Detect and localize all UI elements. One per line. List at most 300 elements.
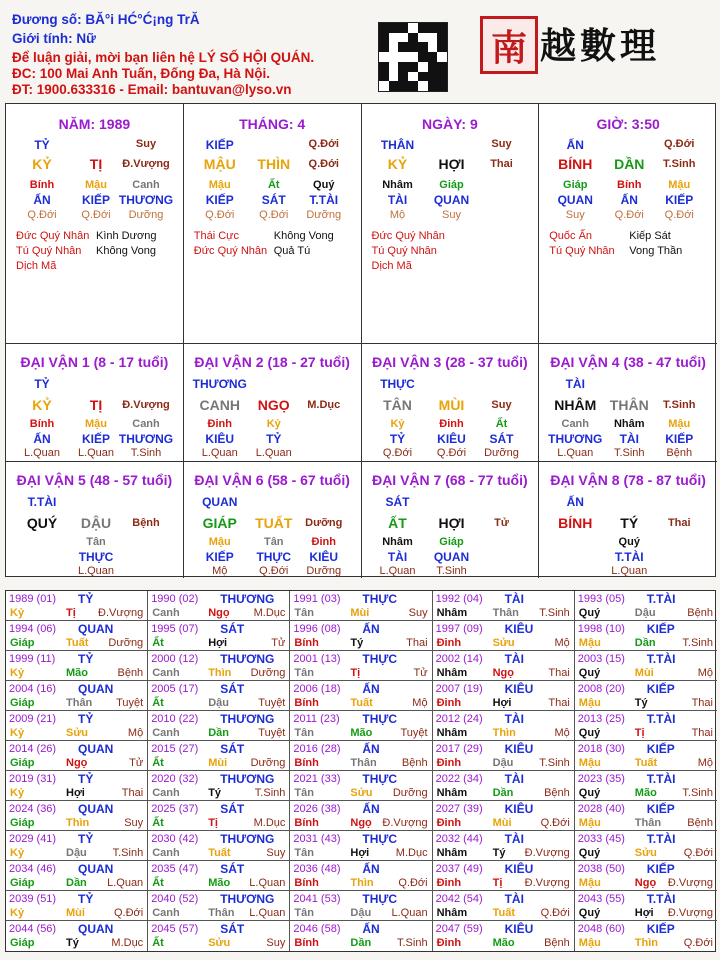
hidden-god: T.TÀI: [614, 550, 644, 564]
year-branch: Tị: [208, 817, 218, 829]
year-label: 1990 (02): [151, 593, 199, 605]
year-stage: T.Sinh: [539, 757, 570, 769]
year-cell: [433, 591, 575, 621]
dai-van-stage: Đ.Vượng: [122, 399, 170, 411]
year-god: KIẾP: [646, 622, 675, 636]
year-cell: [6, 861, 148, 891]
hidden-stage: Suy: [442, 209, 461, 221]
year-branch: Mão: [634, 787, 657, 799]
year-label: 2003 (15): [577, 653, 625, 665]
year-branch: Dần: [634, 637, 656, 649]
year-stage: M.Dục: [395, 847, 428, 859]
dai-van-branch: TỊ: [89, 397, 103, 413]
year-stage: Tử: [271, 637, 286, 649]
star-left: Đức Quý Nhân: [193, 245, 268, 257]
dai-van-branch: HỢI: [438, 515, 465, 531]
year-branch: Dậu: [208, 697, 229, 709]
year-label: 2012 (24): [435, 713, 483, 725]
hidden-god: ẤN: [620, 193, 638, 207]
year-branch: Mùi: [66, 907, 85, 919]
year-stem: Giáp: [10, 637, 35, 649]
dai-van-cell: [6, 462, 184, 578]
year-god: ẤN: [362, 682, 380, 696]
year-cell: [6, 651, 148, 681]
year-branch: Ngọ: [492, 667, 514, 679]
dai-van-title: ĐẠI VẬN 2 (18 - 27 tuổi): [194, 354, 350, 370]
branch-god: Q.Đới: [664, 138, 695, 150]
year-label: 1997 (09): [435, 623, 483, 635]
year-stage: Suy: [266, 847, 286, 859]
year-stem: Nhâm: [436, 907, 468, 919]
year-label: 2019 (31): [9, 773, 57, 785]
dai-van-branch: TUẤT: [255, 515, 293, 531]
year-label: 2027 (39): [435, 803, 483, 815]
year-stage: Dưỡng: [250, 667, 286, 679]
year-god: QUAN: [78, 682, 114, 696]
year-branch: Hợi: [492, 697, 512, 709]
year-stem: Đinh: [436, 637, 462, 649]
year-stage: Thai: [406, 637, 428, 649]
hidden-stem: Giáp: [439, 179, 464, 191]
year-stem: Kỷ: [10, 907, 25, 919]
dai-van-cell: [362, 462, 540, 578]
year-stem: Tân: [294, 787, 314, 799]
hidden-stem: Mậu: [208, 179, 231, 191]
year-label: 2029 (41): [9, 833, 57, 845]
year-god: KIẾP: [646, 922, 675, 936]
year-stem: Mậu: [578, 817, 601, 829]
heavenly-stem: MẬU: [203, 156, 236, 172]
year-label: 2046 (58): [293, 923, 341, 935]
year-stage: Dưỡng: [250, 757, 286, 769]
hidden-stem: Bính: [617, 179, 642, 191]
year-cell: [6, 591, 148, 621]
year-branch: Tị: [350, 667, 361, 679]
dai-van-title: ĐẠI VẬN 1 (8 - 17 tuổi): [20, 354, 169, 370]
year-stage: Dưỡng: [392, 787, 428, 799]
year-branch: Mão: [492, 937, 515, 949]
year-cell: [290, 861, 432, 891]
year-god: TỶ: [78, 892, 94, 906]
year-label: 2005 (17): [151, 683, 199, 695]
dai-van-god: QUAN: [202, 495, 238, 509]
year-branch: Thân: [208, 907, 235, 919]
earthly-branch: THÌN: [257, 156, 291, 172]
hidden-stem: Canh: [132, 418, 160, 430]
year-stem: Giáp: [10, 697, 35, 709]
year-cell: [6, 831, 148, 861]
year-branch: Thân: [492, 607, 519, 619]
year-cell: [6, 801, 148, 831]
year-branch: Dậu: [350, 907, 372, 919]
year-stage: Q.Đới: [683, 847, 713, 859]
year-label: 2010 (22): [151, 713, 199, 725]
year-god: TỶ: [78, 652, 94, 666]
year-god: QUAN: [78, 622, 114, 636]
hidden-stage: Mộ: [212, 565, 228, 577]
hidden-god: ẤN: [33, 193, 51, 207]
hidden-god: T.TÀI: [309, 193, 339, 207]
year-stage: Suy: [266, 937, 286, 949]
year-stem: Bính: [294, 697, 319, 709]
dai-van-title: ĐẠI VẬN 5 (48 - 57 tuổi): [16, 472, 173, 488]
year-stem: Giáp: [10, 937, 35, 949]
hidden-stem: Đinh: [439, 418, 464, 430]
hidden-stem: Nhâm: [382, 179, 413, 191]
year-cell: [6, 771, 148, 801]
year-label: 1993 (05): [577, 593, 625, 605]
year-god: T.TÀI: [646, 592, 676, 606]
hidden-stage: Bệnh: [666, 447, 693, 459]
header: [0, 0, 720, 100]
year-god: THƯƠNG: [220, 772, 275, 786]
year-god: THƯƠNG: [220, 712, 275, 726]
year-cell: [575, 681, 717, 711]
hidden-stage: Dưỡng: [306, 565, 342, 577]
year-cell: [575, 921, 717, 951]
year-branch: Ngọ: [634, 877, 657, 889]
dai-van-stem: CANH: [199, 397, 240, 413]
year-stem: Kỷ: [10, 607, 25, 619]
hidden-stem: Mậu: [85, 418, 107, 430]
year-stem: Bính: [294, 637, 319, 649]
year-branch: Tý: [66, 937, 79, 949]
year-god: SÁT: [220, 622, 245, 636]
year-label: 2018 (30): [577, 743, 625, 755]
dai-van-stem: GIÁP: [202, 515, 237, 531]
year-label: 2044 (56): [9, 923, 57, 935]
hidden-stem: Ất: [267, 179, 280, 191]
year-stem: Ất: [152, 877, 164, 889]
year-label: 2031 (43): [293, 833, 341, 845]
year-branch: Mão: [66, 667, 88, 679]
year-cell: [433, 801, 575, 831]
year-stem: Kỷ: [10, 667, 25, 679]
year-label: 2016 (28): [293, 743, 341, 755]
year-cell: [148, 801, 290, 831]
year-branch: Mão: [208, 877, 231, 889]
year-cell: [433, 651, 575, 681]
hidden-stem: Bính: [29, 418, 55, 430]
year-branch: Tý: [634, 697, 648, 709]
year-cell: [148, 921, 290, 951]
year-stem: Tân: [294, 667, 314, 679]
year-cell: [575, 861, 717, 891]
year-label: 2028 (40): [577, 803, 625, 815]
year-stage: Thai: [548, 697, 570, 709]
pillar-title: NĂM: 1989: [58, 116, 131, 132]
year-label: 2014 (26): [9, 743, 57, 755]
year-god: THỰC: [362, 832, 398, 846]
year-cell: [290, 711, 432, 741]
dai-van-stem: TÂN: [383, 397, 412, 413]
year-god: TÀI: [504, 832, 524, 846]
pillar-cell: [362, 104, 540, 344]
year-label: 2009 (21): [9, 713, 57, 725]
year-stem: Nhâm: [436, 727, 468, 739]
year-stage: Suy: [408, 607, 428, 619]
hidden-god: THỰC: [256, 550, 292, 564]
year-stage: Tuyệt: [400, 727, 428, 739]
year-label: 2040 (52): [151, 893, 199, 905]
year-stem: Quý: [578, 847, 601, 859]
year-label: 2007 (19): [435, 683, 483, 695]
dai-van-cell: [539, 344, 717, 462]
year-branch: Mùi: [492, 817, 512, 829]
year-label: 1991 (03): [293, 593, 341, 605]
hidden-stage: Dưỡng: [306, 209, 342, 221]
year-stage: Đ.Vượng: [524, 847, 570, 859]
hidden-stage: T.Sinh: [130, 447, 162, 459]
year-stem: Canh: [152, 607, 180, 619]
year-stem: Canh: [152, 787, 180, 799]
year-stem: Giáp: [10, 877, 35, 889]
year-god: KIÊU: [504, 742, 534, 756]
year-stem: Ất: [152, 637, 164, 649]
earthly-branch: TỊ: [89, 156, 103, 172]
dai-van-title: ĐẠI VẬN 3 (28 - 37 tuổi): [372, 354, 528, 370]
year-cell: [6, 681, 148, 711]
year-cell: [6, 891, 148, 921]
year-cell: [148, 891, 290, 921]
year-god: TỶ: [78, 592, 94, 606]
dai-van-god: T.TÀI: [27, 495, 57, 509]
year-label: 2006 (18): [293, 683, 341, 695]
year-cell: [290, 591, 432, 621]
year-branch: Thân: [66, 697, 93, 709]
year-label: 2022 (34): [435, 773, 483, 785]
year-cell: [6, 741, 148, 771]
four-pillars-table: [5, 103, 716, 577]
phone-email: ĐT: 1900.633316 - Email: bantuvan@lyso.vn: [12, 82, 292, 97]
year-branch: Thân: [634, 817, 662, 829]
star-left: Đức Quý Nhân: [371, 230, 445, 242]
earthly-branch: DẦN: [614, 156, 645, 172]
year-branch: Tý: [208, 787, 222, 799]
year-stem: Quý: [578, 667, 601, 679]
year-branch: Dậu: [634, 607, 656, 619]
year-stage: Tử: [413, 667, 428, 679]
year-god: TÀI: [504, 772, 524, 786]
year-stem: Bính: [294, 817, 319, 829]
star-left: Tú Quý Nhân: [371, 245, 437, 257]
year-stage: Đ.Vượng: [98, 607, 144, 619]
branch-god: Q.Đới: [308, 138, 339, 150]
year-stem: Đinh: [436, 757, 462, 769]
year-stem: Canh: [152, 667, 180, 679]
hidden-god: SÁT: [489, 432, 514, 446]
hidden-god: KIÊU: [309, 550, 339, 564]
year-god: TÀI: [504, 892, 524, 906]
year-label: 2024 (36): [9, 803, 57, 815]
year-cell: [290, 801, 432, 831]
pillar-god: ẤN: [566, 138, 584, 152]
gender: Giới tính: Nữ: [12, 31, 96, 46]
hidden-stage: L.Quan: [77, 565, 115, 577]
dai-van-cell: [6, 344, 184, 462]
year-stem: Tân: [294, 907, 314, 919]
year-label: 2023 (35): [577, 773, 625, 785]
year-stage: Tuyệt: [258, 727, 286, 739]
year-stem: Mậu: [578, 637, 601, 649]
year-cell: [433, 831, 575, 861]
dai-van-stage: T.Sinh: [663, 399, 696, 411]
star-left: Thái Cực: [193, 230, 240, 242]
year-god: TÀI: [504, 712, 524, 726]
pillar-title: THÁNG: 4: [239, 116, 306, 132]
hidden-god: KIÊU: [437, 432, 466, 446]
year-label: 1999 (11): [9, 653, 56, 665]
year-god: QUAN: [78, 742, 114, 756]
year-label: 2034 (46): [9, 863, 57, 875]
year-label: 2011 (23): [293, 713, 340, 725]
year-cell: [290, 621, 432, 651]
year-stem: Bính: [294, 877, 319, 889]
heavenly-stem: KỶ: [387, 156, 408, 172]
year-god: T.TÀI: [646, 712, 676, 726]
hidden-stage: T.Sinh: [613, 447, 645, 459]
year-label: 2039 (51): [9, 893, 57, 905]
year-god: THƯƠNG: [220, 652, 275, 666]
year-branch: Hợi: [350, 847, 370, 859]
year-branch: Dần: [492, 787, 514, 799]
year-cell: [148, 591, 290, 621]
year-stage: Dưỡng: [108, 637, 144, 649]
hidden-stem: Mậu: [208, 536, 231, 548]
star-right: Kình Dương: [96, 230, 157, 242]
year-god: T.TÀI: [646, 652, 676, 666]
year-cell: [148, 681, 290, 711]
star-left: Dịch Mã: [16, 260, 57, 272]
year-stage: Mộ: [412, 697, 428, 709]
year-stem: Bính: [294, 757, 319, 769]
dai-van-god: SÁT: [385, 495, 410, 509]
earthly-branch: HỢI: [438, 156, 465, 172]
year-branch: Hợi: [66, 787, 85, 799]
hidden-stage: Dưỡng: [484, 447, 519, 459]
year-god: THƯƠNG: [220, 892, 275, 906]
year-stage: T.Sinh: [682, 787, 713, 799]
dai-van-stem: QUÝ: [26, 515, 58, 531]
year-label: 2017 (29): [435, 743, 483, 755]
year-stage: Thai: [691, 727, 713, 739]
hidden-god: KIẾP: [665, 432, 694, 446]
hidden-stage: L.Quan: [201, 447, 238, 459]
hidden-god: KIÊU: [205, 432, 235, 446]
year-branch: Hợi: [634, 907, 654, 919]
year-stage: Thai: [691, 697, 713, 709]
yearly-luck-grid: [5, 590, 716, 952]
year-branch: Tị: [634, 727, 645, 739]
year-branch: Hợi: [208, 637, 228, 649]
year-stem: Đinh: [436, 937, 462, 949]
year-cell: [575, 651, 717, 681]
person-name: Đương số: BĂ°i HĆ°Ć¡ng TrĂ: [12, 12, 200, 27]
year-stem: Nhâm: [436, 787, 468, 799]
hidden-god: THƯƠNG: [118, 193, 174, 207]
year-god: ẤN: [362, 802, 380, 816]
hidden-god: KIẾP: [81, 193, 111, 207]
year-god: KIẾP: [646, 862, 675, 876]
year-label: 2032 (44): [435, 833, 483, 845]
hidden-stem: Bính: [29, 179, 55, 191]
year-god: KIÊU: [504, 622, 534, 636]
hidden-god: KIẾP: [81, 432, 111, 446]
hidden-stem: Canh: [561, 418, 589, 430]
hidden-stage: Q.Đới: [27, 209, 57, 221]
year-cell: [433, 921, 575, 951]
contact-note: Để luận giải, mời bạn liên hệ LÝ SỐ HỘI QUÁN.: [12, 50, 315, 65]
year-branch: Tuất: [350, 697, 373, 709]
year-stage: Đ.Vượng: [524, 877, 570, 889]
year-stage: Mộ: [697, 667, 713, 679]
hidden-god: KIẾP: [205, 193, 234, 207]
year-stage: Tuyệt: [258, 697, 286, 709]
year-stage: L.Quan: [249, 907, 286, 919]
year-branch: Sửu: [634, 847, 657, 859]
pillar-cell: [6, 104, 184, 344]
dai-van-god: THỰC: [380, 377, 415, 391]
pillar-god: KIẾP: [205, 138, 234, 152]
year-stage: Đ.Vượng: [382, 817, 428, 829]
hidden-stage: Q.Đới: [614, 209, 644, 221]
year-cell: [148, 651, 290, 681]
year-stem: Đinh: [436, 877, 462, 889]
dai-van-title: ĐẠI VẬN 7 (68 - 77 tuổi): [372, 472, 528, 488]
dai-van-branch: THÂN: [609, 397, 649, 413]
dai-van-stage: Dưỡng: [305, 517, 343, 529]
hidden-stem: Mậu: [668, 179, 691, 191]
hidden-stem: Kỷ: [266, 418, 281, 430]
year-branch: Dậu: [66, 847, 87, 859]
star-left: Tú Quý Nhân: [16, 245, 82, 257]
year-god: QUAN: [78, 802, 114, 816]
hidden-god: TÀI: [387, 193, 408, 207]
year-god: TỶ: [78, 772, 94, 786]
year-stage: Suy: [124, 817, 144, 829]
year-branch: Tý: [492, 847, 506, 859]
life-stage: Thai: [490, 158, 513, 170]
hidden-stage: L.Quan: [255, 447, 292, 459]
year-stage: Q.Đới: [113, 907, 144, 919]
hidden-god: ẤN: [33, 432, 51, 446]
year-label: 2002 (14): [435, 653, 483, 665]
year-branch: Mão: [350, 727, 373, 739]
year-cell: [433, 891, 575, 921]
heavenly-stem: KỶ: [32, 156, 52, 172]
year-stage: T.Sinh: [682, 637, 713, 649]
year-cell: [148, 861, 290, 891]
life-stage: Q.Đới: [308, 158, 339, 170]
year-stage: T.Sinh: [397, 937, 428, 949]
branch-god: Suy: [491, 138, 512, 150]
year-cell: [290, 891, 432, 921]
qr-code-icon: [378, 22, 448, 92]
dai-van-cell: [539, 462, 717, 578]
year-stem: Bính: [294, 937, 319, 949]
year-cell: [6, 921, 148, 951]
year-cell: [148, 621, 290, 651]
hidden-stage: L.Quan: [611, 565, 648, 577]
year-cell: [290, 831, 432, 861]
hidden-stem: Nhâm: [382, 536, 413, 548]
year-stage: L.Quan: [107, 877, 144, 889]
hidden-god: THƯƠNG: [548, 432, 603, 446]
year-label: 2020 (32): [151, 773, 199, 785]
year-stage: M.Dục: [253, 817, 286, 829]
year-stage: Bệnh: [401, 757, 428, 769]
year-stem: Kỷ: [10, 787, 25, 799]
